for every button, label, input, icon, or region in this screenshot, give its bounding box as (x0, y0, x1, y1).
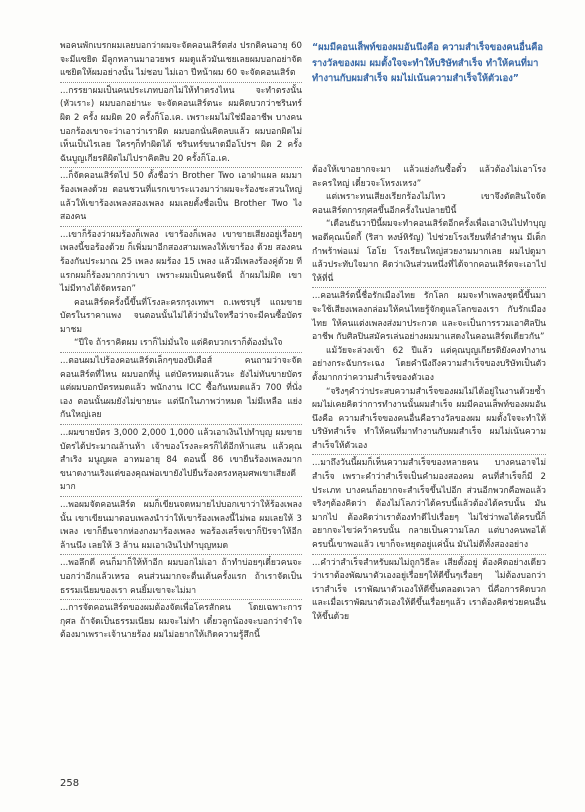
left-paragraph-6: “ปีใจ ถ้าราคิดผม เราก็ไม่มั่นใจ แต่คิดบวกเราก็ต้องมั่นใจ (74, 338, 283, 349)
left-column (60, 40, 302, 643)
left-paragraph-7: ...ตอนผมไปร้องคอนเสิร์ตเล็กๆของปีเตือส์ คนถามว่าจะจัดคอนเสิร์ตที่ไหน ผมบอกที่นู่ แต่บัตรหมดแล้วนะ ยังไม่ทันขายบัตรแต่ผมบอกบัตรหมดแล้ว พนักงาน ICC ซื้อกันหมดแล้ว 700 ที่นั่งเอง ตอนนั้นผมยังไม่ขายนะ แต่นึกในภาพว่าหมด ไม่มีเหลือ แย่งกันใหญ่เลย (60, 352, 302, 423)
left-paragraph-10: ...พอลึกดี คนก็มาก็ให้ท้าอีก ผมบอกไม่เอา ถ้าทำบ่อยๆเดี๋ยวคนจะบอกว่าอีกแล้วเหรอ คนส่วนมากจะตื่นเต้นครั้งแรก ถ้าเราจัดเป็นธรรมเนียมของเรา คนยิ้มเขาจะไม่มา (60, 554, 302, 598)
left-paragraph-11: ...การจัดคอนเสิร์ตของผมต้องจัดเพื่อโครสักคน โดยเฉพาะการกุศล ถ้าจัดเป็นธรรมเนียม ผมจะไม่ทำ เดี๋ยวลูกน้องจะบอกว่าจำใจต้องมาเพราะเจ้านายร้อง ผมไม่อยากให้เกิดความรู้สึกนี้ (60, 599, 302, 643)
left-paragraph-5: คอนเสิร์ตครั้งนี้ขึ้นที่โรงละครกรุงเทพฯ ถ.เพชรบุรี แถมขายบัตรในราคาแพง จนตอนนั้นไม่ได้ว่ามั่นใจหรือว่าจะมีคนซื้อบัตรมาชม (60, 297, 302, 335)
right-paragraph-6: “จริงๆคำว่าประสบความสำเร็จของผมไม่ได้อยู่ในงานด้วยซ้ำ ผมไม่เคยคิดว่าการทำงานนั้นผมสำเร็จ ผมมีคอนเส็พท์ของผมอันนึงคือ ความสำเร็จของคนอื่นคือรางวัลของผม ผมตั้งใจจะทำให้บริษัทสำเร็จ ทำให้คนที่มาทำงานกับผมสำเร็จ ผมไม่เน้นความสำเร็จให้ตัวเอง (312, 386, 546, 451)
right-paragraph-3: “เดือนธันวาปีนี้ผมจะทำคอนเสิร์ตอีกครั้งเพื่อเอาเงินไปทำบุญ พอดีคุณเบ็ตกี้ (ริสา หงษ์หิรัญ) ไปช่วยโรงเรียนที่ลำสำพูน มีเด็กกำพร้าพ่อแม่ โฮโย โรงเรียนใหญ่สวยงามมากเลย ผมไปดูมาแล้วประทับใจมาก คิดว่าเงินส่วนหนึ่งที่ได้จากคอนเสิร์ตจะเอาไปให้ที่นี่ (312, 219, 546, 284)
right-paragraph-2: แต่เพราะทนเสียงเรียกร้องไม่ไหว เขาจึงตัดสินใจจัดคอนเสิร์ตการกุศลขึ้นอีกครั้งในปลายปีนี้ (312, 192, 546, 216)
left-paragraph-9: ...พอผมจัดคอนเสิร์ต ผมก็เขียนจดหมายไปบอกเขาว่าให้ร้องเพลงนั้น เขาเขียนมาตอบเพลงนำว่าให้เขาร้องเพลงนี้ไม่พอ ผมเลยให้ 3 เพลง เขาก็ยืนจากห่องกงมาร้องเพลง พอร้องเสร็จเขาก็ปิรจาให้อีกล้านนึง เลยให้ 3 ล้าน ผมเอาเงินไปทำบุญหมด (60, 496, 302, 553)
right-paragraph-7: ...มาถึงวันนี้ผมก็เห็นความสำเร็จของหลายคน บางคนอาจไม่สำเร็จ เพราะคำว่าสำเร็จเป็นคำมองสองคม คนที่สำเร็จก็มี 2 ประเภท บางคนก็อยากจะสำเร็จขึ้นไปอีก ส่วนอีกพวกคือพอแล้ว จริงๆต้องคิดว่า ต้องไม่โลภว่าได้ครบนี้แล้วต้องได้ครบนั้น มันมากไป ต้องคิดว่าเราต้องทำดีไปเรื่อยๆ ไม่ใช่ว่าพอได้ครบนี้ก็อยากจะไขว่คว้าครบนั้น กลายเป็นความโลภ แต่บางคนพอได้ครบนี้เขาพอแล้ว เขาก็จะหยุดอยู่แค่นั้น มันไม่ดีทั้งสองอย่าง (312, 454, 546, 552)
left-paragraph-2: ...กรรยาผมเป็นคนประเภทบอกไม่ให้ทำตรงไหน จะทำตรงนั้น (หัวเราะ) ผมบอกอย่านะ จะจัดคอนเสิร์ตนะ ผมคิดบวกว่าชรินทร์ผิด 2 ครั้ง ผมผิด 20 ครั้งก็โอ.เค. เพราะผมไม่ใช่มืออาชีพ บางคนบอกร้องเขาจะว่าเอาว่าเราผิด ผมบอกนั่นคิดลบแล้ว ผมบอกผิดไม่เห็นเป็นไรเลย ใครๆก็ทำผิดได้ ชรินทร์ขนาดมือโปรฯ ผิด 2 ครั้ง ฉันบูญเกียรติผิดไม่ไปราคิดสิบ 20 ครั้งก็โอ.เค. (60, 82, 302, 167)
right-column (312, 164, 546, 625)
left-paragraph-1: พอคนพักเบรกผมเลยบอกว่าผมจะจัดคอนเสิร์ตส่ง ปรกติคนอายุ 60 จะมีแซยิด มีลูกหลานมาอวยพร ผมดูแล้วมันเชยเลยผมบอกอย่าจัดแซยิดให้ผมอย่างนั้น ไม่ชอบ ไม่เอา ปีหน้าผม 60 จะจัดคอนเสิร์ต (60, 41, 302, 79)
left-paragraph-3: ...ก็จัดคอนเสิร์ตไป 50 ตั้งชื่อว่า Brother Two เอาฝ่าแผล ผมมาร้องเพลงด้วย ตอนชวนที่แรกเขาระแวงมาว่าผมจะร้องชะสวนใหญ่ แล้วให้เขาร้องเพลงสองเพลง ผมเลยตั้งชื่อเป็น Brother Two ไง สองคน (60, 167, 302, 224)
pull-quote (312, 40, 546, 87)
right-paragraph-8: ...คำว่าสำเร็จสำหรับผมไม่ถูกวิธีละ เสียตั้งอยู่ ต้องคิดอย่างเดียวว่าเราต้องพัฒนาตัวเองอยู่เรื่อยๆให้ดีขึ้นๆเรื่อยๆ ไม่ต้องบอกว่าเราสำเร็จ เราพัฒนาตัวเองให้ดีขึ้นตลอดเวลา นี่คือการคิดบวก และเมื่อเราพัฒนาตัวเองให้ดีขึ้นเรื่อยๆแล้ว เราต้องคิดช่วยคนอื่นให้ขึ้นด้วย (312, 554, 546, 625)
left-paragraph-4: ...เขาก็ร้องว่าผมร้องก็เพลง เขาร้องก็เพลง เขาขายเสียงอยู่เรื่อยๆ เพลงนี้ขอร้องด้วย ก็เพิ่มมาอีกสองสามเพลงให้เขาร้อง ด้วย สองคนร้องกันประมาณ 25 เพลง ผมร้อง 15 เพลง แล้วมีเพลงร้องคู่ด้วย ทีแรกผมก็ร้องมากกว่าเขา เพราะผมเป็นคนจัดนี่ ถ้าผมไม่ผิด เขาไม่มีทางได้จัดหรอก” (60, 226, 302, 297)
right-paragraph-4: ...คอนเสิร์ตนี้ชื่อรักเมืองไทย รักโลก ผมจะทำเพลงชุดนี้ขึ้นมา จะใช้เสียงเพลงกล่อมให้คนไทยรู้จักดูแลโลกของเรา กับรักเมืองไทย ให้คนแต่งเพลงส่งมาประกวด และจะเป็นการรวมเอาศิลปินอาชีพ กับศิลปินสมัครเล่นอย่างผมมาแสดงในคอนเสิร์ตเดียวกัน” (312, 287, 546, 344)
left-paragraph-8: ...ผมขายบัตร 3,000 2,000 1,000 แล้วเอาเงินไปทำบุญ ผมขายบัตรได้ประมาณล้านห้า เจ้าของโรงละครก็ได้อีกห้าแสน แล้วคุณสำเริง มนูญผล อาหมอายุ 84 ตอนนี้ 86 เขายืนร้องเพลงมาก ขนาดงานเริงแต่ของคุณพ่อเขายังไปยืนร้องตรงหลุมศพเขาเสียงดีมาก (60, 424, 302, 495)
pull-quote-text: “ผมมีคอนเส็พท์ของผมอันนึงคือ ความสำเร็จของคนอื่นคือรางวัลของผม ผมตั้งใจจะทำให้บริษัทสำเร็จ ทำให้คนที่มาทำงานกับผมสำเร็จ ผมไม่เน้นความสำเร็จให้ตัวเอง” (312, 42, 544, 85)
right-paragraph-1: ต้องให้เขาอยากจะมา แล้วแย่งกันซื้อตั๋ว แล้วต้องไม่เอาโรงละครใหญ่ เดี๋ยวจะโหรงเหรง” (312, 165, 546, 189)
page-number: 258 (60, 778, 80, 789)
right-paragraph-5: แม้วัยจะล่วงเข้า 62 ปีแล้ว แต่คุณบุญเกียรติยังคงทำงานอย่างกระฉับกระเฉง โดยคำนึงถึงความสำเร็จของบริษัทเป็นตัวตั้งมากกว่าความสำเร็จของตัวเอง (312, 345, 546, 383)
